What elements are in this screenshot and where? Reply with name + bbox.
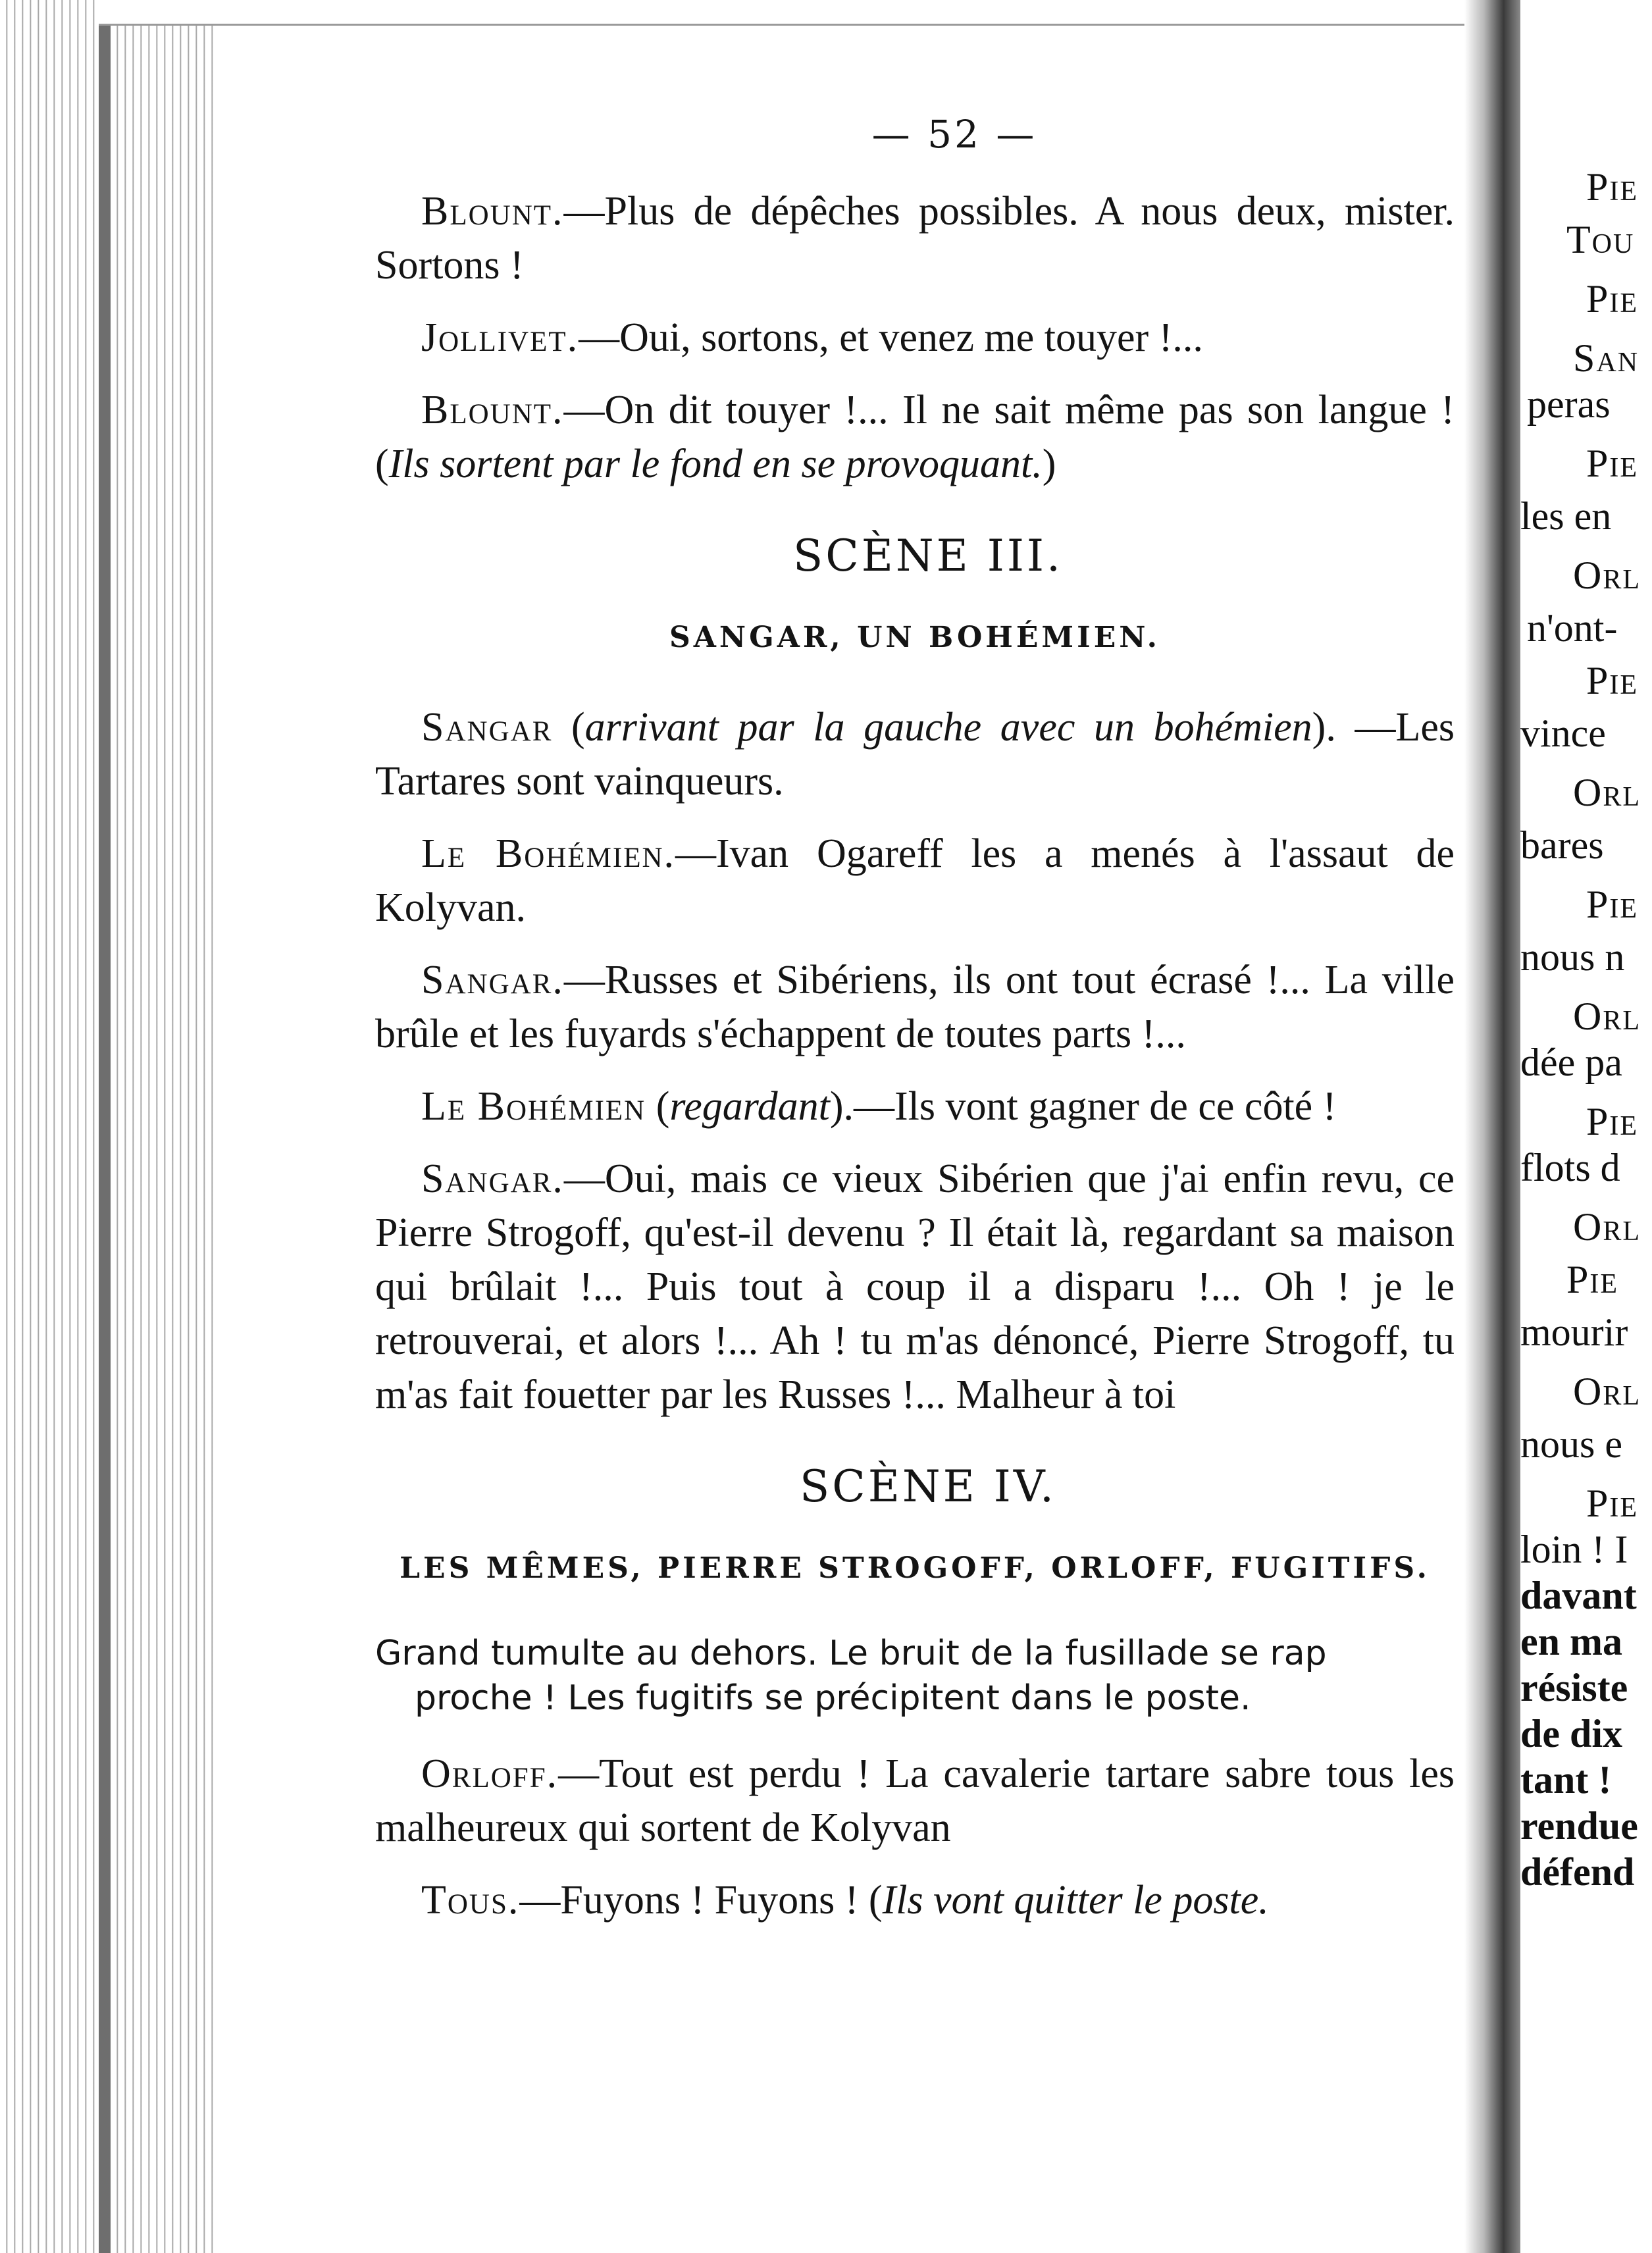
line-text: —Russes et Sibériens, ils ont tout écrasé !... La ville brûle et les fuyards s'échappent de toutes parts !... [375,958,1455,1056]
next-page-text: n'ont- [1527,606,1618,650]
line-text: —On dit touyer !... Il ne sait même pas son langue ! ( [375,388,1455,486]
next-page-text: de dix [1520,1712,1623,1755]
stage-direction: Ils vont quitter le poste. [882,1878,1269,1923]
next-page-text: Pie [1566,1258,1619,1301]
next-page-text: nous n [1520,935,1625,979]
next-page-text: vince [1520,712,1606,755]
paren-close: ) [1042,442,1056,486]
dialogue-line [375,383,1455,491]
speaker: Blount. [421,189,564,234]
dialogue-line [375,311,1455,365]
next-page-text: Pie [1586,442,1639,485]
next-page-text: Pie [1586,659,1639,702]
line-text: —Oui, mais ce vieux Sibérien que j'ai enfin revu, ce Pierre Strogoff, qu'est-il devenu ? Il était là, regardant sa maison qui brûlait !... Puis tout à coup il a disparu !... Oh ! je le retrouverai, et alors !... Ah ! tu m'as dénoncé, Pierre Strogoff, tu m'as fait fouetter par les Russes !... Malheur à toi [375,1156,1455,1417]
speaker: Orloff. [421,1751,559,1796]
next-page-text: Orl [1573,1370,1641,1413]
line-text: —Fuyons ! Fuyons ! ( [519,1878,883,1923]
next-page-text: nous e [1520,1422,1622,1466]
speaker: Le Bohémien. [421,831,676,876]
speaker: Sangar. [421,1156,564,1201]
line-text: .—Ils vont gagner de ce côté ! [843,1084,1337,1129]
speaker: Sangar. [421,958,564,1002]
dialogue-line: Sangar (arrivant par la gauche avec un bohémien). —Les Tartares sont vainqueurs. [375,705,1455,804]
main-page [217,0,1464,2253]
dialogue-line [375,827,1455,935]
line-text: —Ivan Ogareff les a menés à l'assaut de Kolyvan. [375,831,1455,930]
next-page-text: tant ! [1520,1758,1612,1801]
next-page-text: flots d [1520,1146,1620,1189]
next-page-text: rendue [1520,1804,1638,1848]
next-page-text: Pie [1586,883,1639,926]
line-text: —Oui, sortons, et venez me touyer !... [579,315,1203,360]
line-text: —Tout est perdu ! La cavalerie tartare sabre tous les malheureux qui sortent de Kolyvan [375,1751,1455,1850]
next-page-text: loin ! I [1520,1528,1628,1571]
next-page-text: en ma [1520,1620,1622,1663]
next-page-text: résiste [1520,1666,1628,1709]
next-page-fragment [1520,0,1652,2253]
stage-instruction [375,1631,1455,1721]
line-text: —Plus de dépêches possibles. A nous deux, mister. Sortons ! [375,189,1455,288]
speaker: Tous. [421,1878,520,1923]
speaker: Sangar [421,705,553,750]
page-number: — 52 — [871,112,1037,157]
next-page-text: Pie [1586,165,1639,209]
next-page-text: défend [1520,1850,1635,1894]
stage-line: proche ! Les fugitifs se précipitent dans le poste. [415,1678,1251,1718]
stage-direction: arrivant par la gauche avec un bohémien [584,705,1312,750]
dialogue-line [375,1747,1455,1855]
next-page-text: peras [1527,382,1611,426]
next-page-text: Tou [1566,218,1635,261]
speaker: Jollivet. [421,315,579,360]
stage-line: Grand tumulte au dehors. Le bruit de la fusillade se rap [375,1634,1327,1673]
next-page-text: Orl [1573,1205,1641,1249]
scene-title: SCÈNE IV. [800,1461,1056,1512]
dialogue-line [375,1873,1455,1927]
next-page-text: les en [1520,494,1612,538]
next-page-text: dée pa [1520,1041,1622,1084]
stage-direction: Ils sortent par le fond en se provoquant. [388,442,1043,486]
next-page-text: Orl [1573,554,1641,597]
next-page-text: Orl [1573,771,1641,814]
next-page-text: Pie [1586,1100,1639,1143]
next-page-text: bares [1520,823,1604,867]
dialogue-line [375,953,1455,1061]
dialogue-line: Le Bohémien (regardant).—Ils vont gagner de ce côté ! [421,1084,1337,1129]
book-page-edges [0,0,217,2253]
dialogue-line [375,1152,1455,1422]
scene-cast: LES MÊMES, PIERRE STROGOFF, ORLOFF, FUGITIFS. [400,1551,1430,1585]
scene-title: SCÈNE III. [793,531,1063,581]
speaker: Le Bohémien [421,1084,646,1129]
next-page-text: Pie [1586,277,1639,321]
scene-cast: SANGAR, UN BOHÉMIEN. [669,621,1160,654]
next-page-text: Orl [1573,995,1641,1038]
next-page-text: davant [1520,1574,1637,1617]
stage-direction: regardant [669,1084,830,1129]
text-column [375,112,1455,1946]
next-page-text: mourir [1520,1310,1628,1354]
dialogue-line [375,184,1455,292]
line-text: . —Les Tartares sont vainqueurs. [375,705,1455,804]
spine-shadow [1464,0,1520,2253]
speaker: Blount. [421,388,564,432]
next-page-text: San [1573,336,1639,380]
next-page-text: Pie [1586,1482,1639,1525]
